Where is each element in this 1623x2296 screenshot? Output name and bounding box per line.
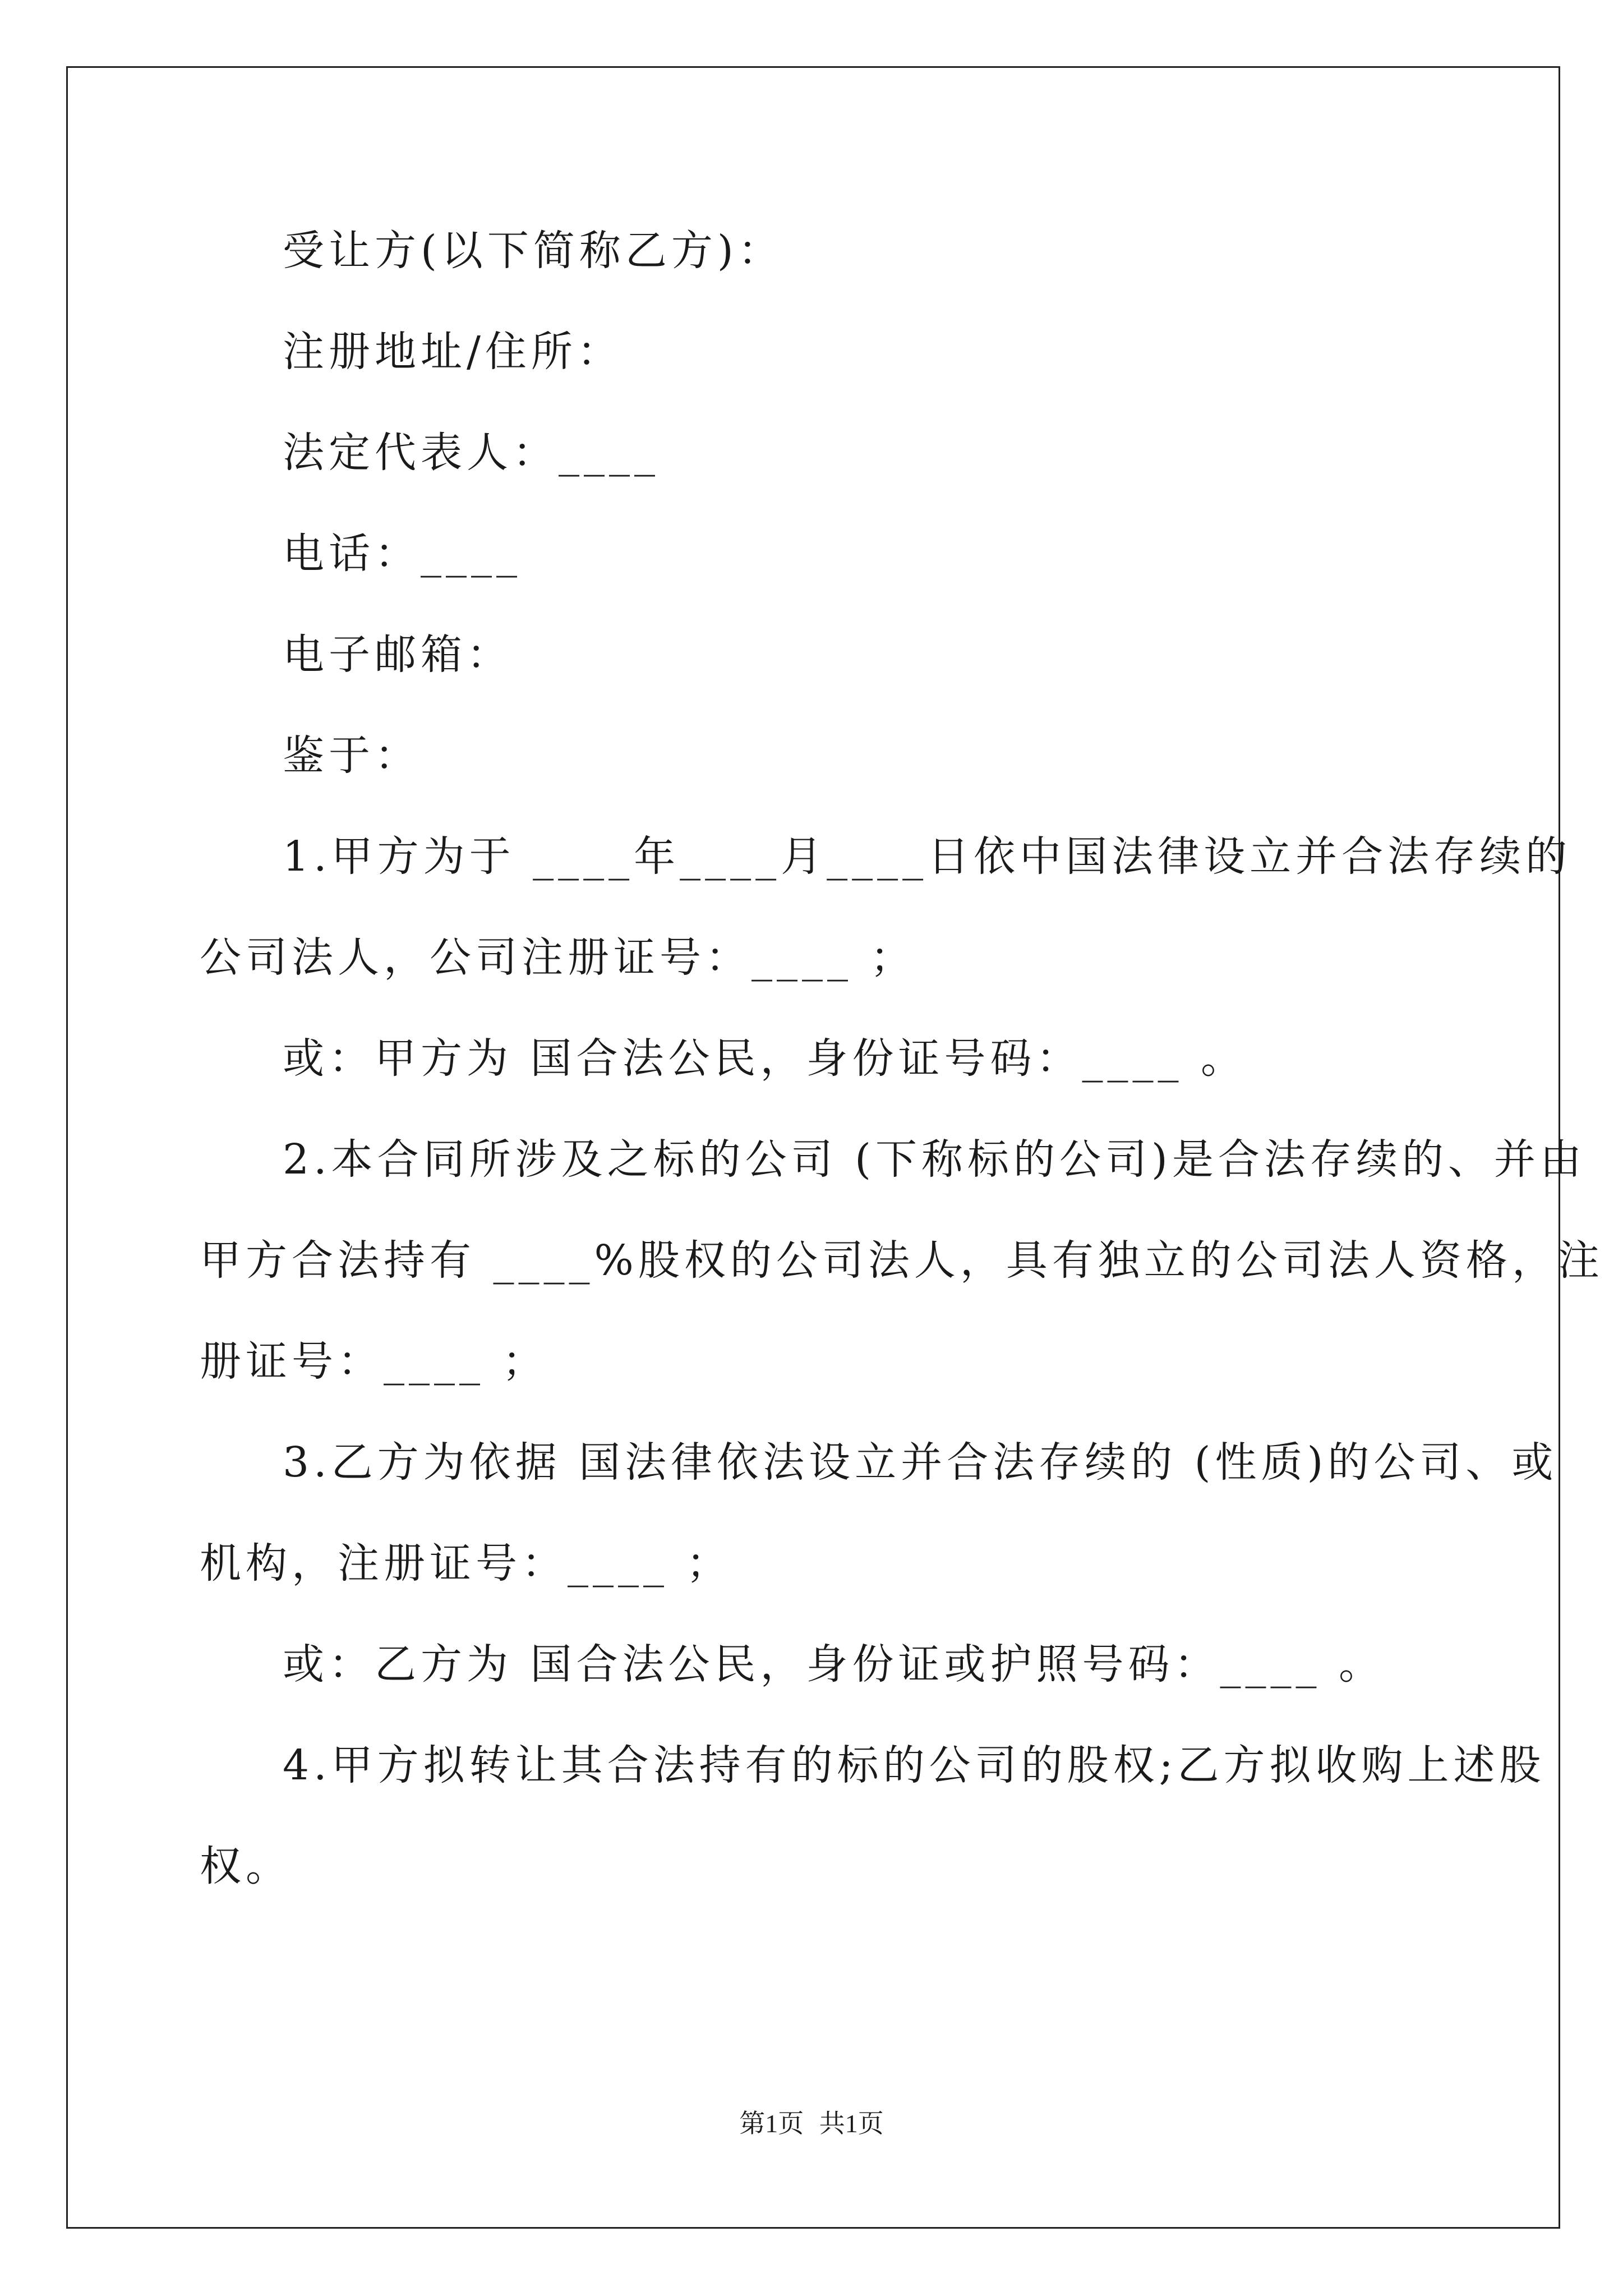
clause-1-line-1: 1.甲方为于 ____年____月____日依中国法律设立并合法存续的 bbox=[283, 832, 1572, 881]
line-transferee: 受让方(以下简称乙方)： bbox=[283, 227, 784, 275]
clause-3-line-2: 机构，注册证号：____ ； bbox=[200, 1539, 732, 1588]
clause-3-alt: 或：乙方为 国合法公民，身份证或护照号码：____ 。 bbox=[283, 1640, 1385, 1688]
clause-4-line-2: 权。 bbox=[200, 1842, 292, 1890]
clause-1-line-2: 公司法人，公司注册证号：____ ； bbox=[200, 933, 916, 982]
clause-2-line-3: 册证号：____ ； bbox=[200, 1337, 548, 1386]
page-number: 第1页 bbox=[739, 2109, 804, 2138]
clause-2-line-2: 甲方合法持有 ____%股权的公司法人，具有独立的公司法人资格，注 bbox=[200, 1236, 1604, 1285]
line-legal-representative: 法定代表人：____ bbox=[283, 429, 660, 477]
clause-2-line-1: 2.本合同所涉及之标的公司 (下称标的公司)是合法存续的、并由 bbox=[283, 1135, 1586, 1184]
line-phone: 电话：____ bbox=[283, 530, 522, 578]
clause-4-line-1: 4.甲方拟转让其合法持有的标的公司的股权;乙方拟收购上述股 bbox=[283, 1741, 1546, 1789]
line-email: 电子邮箱： bbox=[283, 631, 513, 679]
clause-1-alt: 或：甲方为 国合法公民，身份证号码：____ 。 bbox=[283, 1034, 1247, 1083]
page-footer bbox=[0, 2108, 1623, 2139]
line-registered-address: 注册地址/住所： bbox=[283, 328, 623, 376]
clause-3-line-1: 3.乙方为依据 国法律依法设立并合法存续的 (性质)的公司、或 bbox=[283, 1438, 1558, 1487]
page-total: 共1页 bbox=[819, 2109, 884, 2138]
line-whereas: 鉴于： bbox=[283, 731, 421, 780]
